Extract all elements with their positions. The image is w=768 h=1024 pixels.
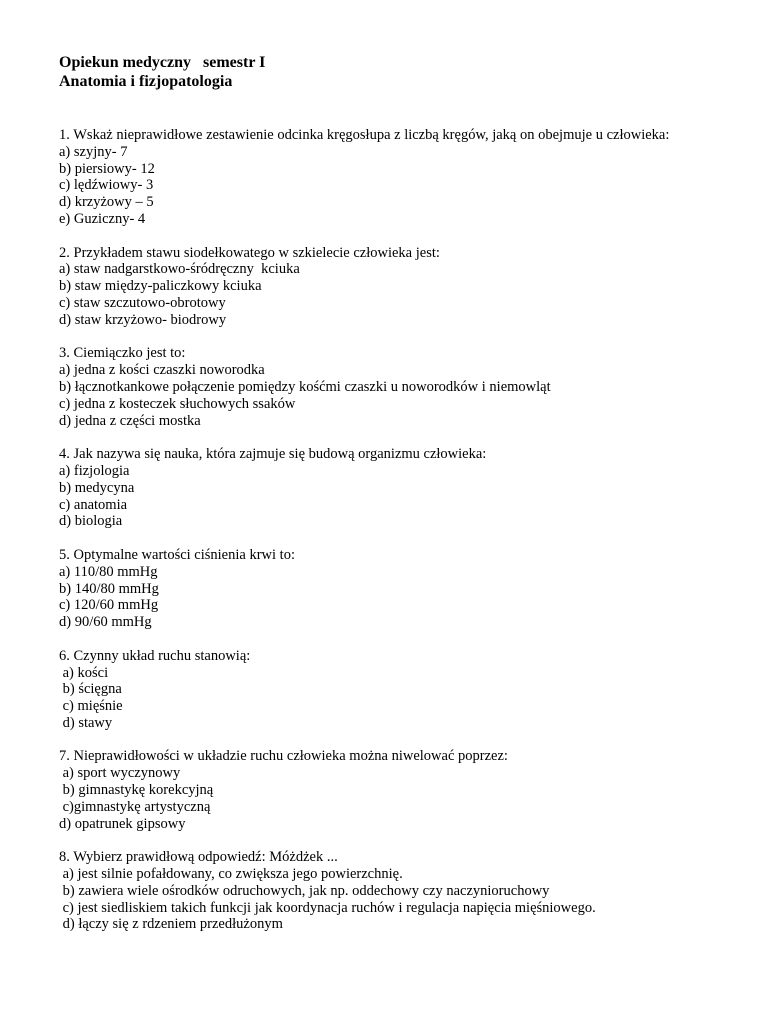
answer-option: c) 120/60 mmHg <box>59 597 159 614</box>
answer-option: c) jest siedliskiem takich funkcji jak koordynacja ruchów i regulacja napięcia mięśniowego. <box>59 899 596 916</box>
answer-option: a) szyjny- 7 <box>59 143 128 160</box>
answer-option: a) 110/80 mmHg <box>59 563 158 580</box>
document-page <box>59 53 719 950</box>
answer-option: b) ścięgna <box>59 681 122 698</box>
question-list <box>59 127 719 933</box>
question-block <box>59 648 719 732</box>
answer-option: d) krzyżowy – 5 <box>59 194 154 211</box>
answer-option: c) jedna z kosteczek słuchowych ssaków <box>59 395 296 412</box>
question-block <box>59 446 719 530</box>
answer-option: c) mięśnie <box>59 698 123 715</box>
answer-option: d) biologia <box>59 513 123 530</box>
question-block <box>59 547 719 631</box>
answer-option: b) zawiera wiele ośrodków odruchowych, jak np. oddechowy czy naczynioruchowy <box>59 882 550 899</box>
answer-option: d) jedna z części mostka <box>59 412 201 429</box>
answer-option: d) łączy się z rdzeniem przedłużonym <box>59 916 283 933</box>
answer-option: a) fizjologia <box>59 462 130 479</box>
answer-option: b) łącznotkankowe połączenie pomiędzy kośćmi czaszki u noworodków i niemowląt <box>59 378 551 395</box>
question-prompt: 8. Wybierz prawidłową odpowiedź: Móżdżek ... <box>59 849 338 866</box>
answer-option: c) staw szczutowo-obrotowy <box>59 294 226 311</box>
document-subtitle: Anatomia i fizjopatologia <box>59 73 233 90</box>
answer-option: d) staw krzyżowo- biodrowy <box>59 311 227 328</box>
answer-option: c) lędźwiowy- 3 <box>59 177 154 194</box>
answer-option: c)gimnastykę artystyczną <box>59 798 211 815</box>
question-block <box>59 849 719 933</box>
answer-option: c) anatomia <box>59 496 128 513</box>
answer-option: a) sport wyczynowy <box>59 765 181 782</box>
question-prompt: 1. Wskaż nieprawidłowe zestawienie odcinka kręgosłupa z liczbą kręgów, jaką on obejmuje u człowieka: <box>59 127 670 143</box>
answer-option: b) medycyna <box>59 479 135 496</box>
answer-option: e) Guziczny- 4 <box>59 210 146 227</box>
answer-option: d) opatrunek gipsowy <box>59 815 186 832</box>
document-title: Opiekun medyczny semestr I <box>59 54 266 71</box>
question-prompt: 4. Jak nazywa się nauka, która zajmuje się budową organizmu człowieka: <box>59 446 487 463</box>
question-prompt: 3. Ciemiączko jest to: <box>59 345 186 362</box>
answer-option: b) 140/80 mmHg <box>59 580 159 597</box>
question-prompt: 6. Czynny układ ruchu stanowią: <box>59 647 251 664</box>
question-prompt: 2. Przykładem stawu siodełkowatego w szkielecie człowieka jest: <box>59 244 440 261</box>
answer-option: d) 90/60 mmHg <box>59 614 152 631</box>
answer-option: a) jest silnie pofałdowany, co zwiększa jego powierzchnię. <box>59 866 403 883</box>
question-prompt: 7. Nieprawidłowości w układzie ruchu człowieka można niwelować poprzez: <box>59 748 508 765</box>
question-block <box>59 127 719 228</box>
answer-option: a) staw nadgarstkowo-śródręczny kciuka <box>59 261 300 278</box>
answer-option: b) gimnastykę korekcyjną <box>59 782 214 799</box>
answer-option: b) staw między-paliczkowy kciuka <box>59 278 262 295</box>
document-header <box>59 53 719 91</box>
question-block <box>59 345 719 429</box>
question-block <box>59 748 719 832</box>
question-prompt: 5. Optymalne wartości ciśnienia krwi to: <box>59 546 295 563</box>
answer-option: b) piersiowy- 12 <box>59 160 155 177</box>
question-block <box>59 245 719 329</box>
answer-option: d) stawy <box>59 714 113 731</box>
answer-option: a) jedna z kości czaszki noworodka <box>59 362 265 379</box>
answer-option: a) kości <box>59 664 109 681</box>
